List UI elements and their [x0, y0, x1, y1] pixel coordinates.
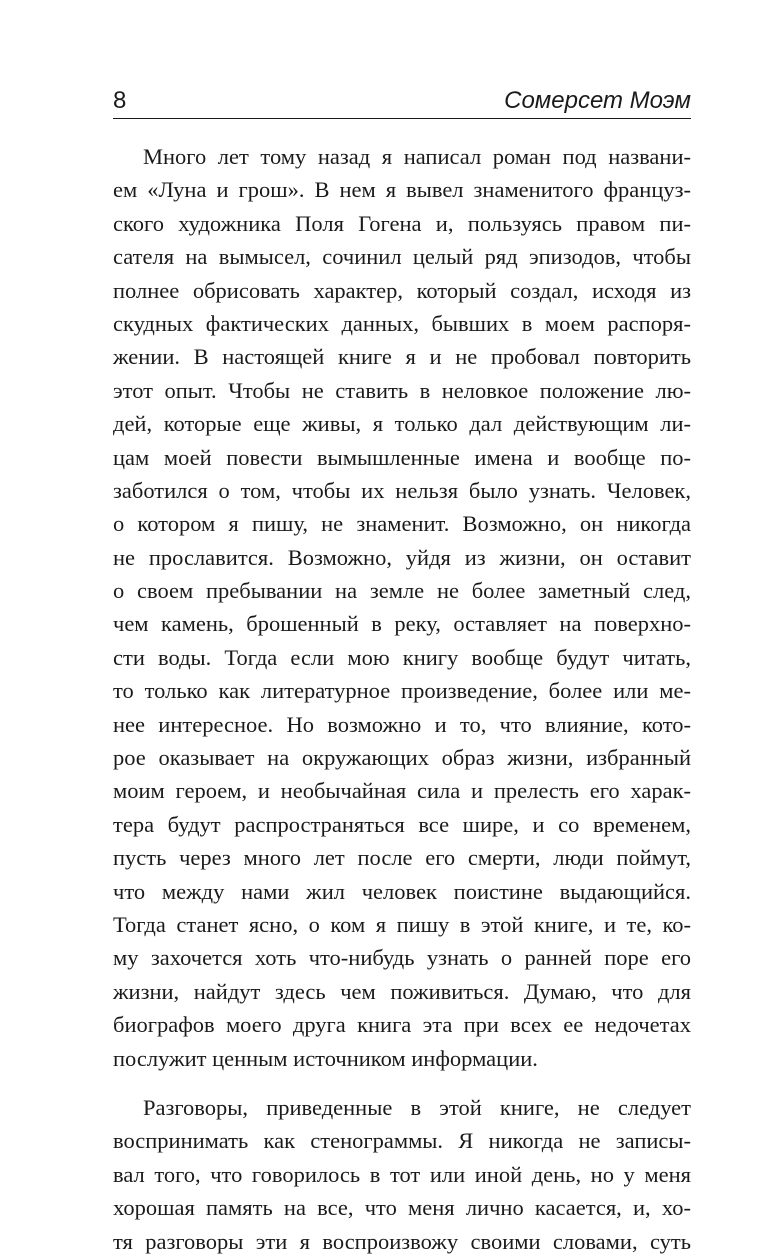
text-line: хорошая память на все, что меня лично касается, и, хо-	[113, 1195, 691, 1221]
text-line: ем «Луна и грош». В нем я вывел знаменитого француз-	[113, 177, 691, 203]
text-line: Разговоры, приведенные в этой книге, не следует	[143, 1094, 691, 1120]
text-line: чем камень, брошенный в реку, оставляет на поверхно-	[113, 611, 691, 637]
text-line: Тогда станет ясно, о ком я пишу в этой книге, и те, ко-	[113, 911, 691, 937]
text-line: биографов моего друга книга эта при всех ее недочетах	[113, 1012, 691, 1038]
text-line: о своем пребывании на земле не более заметный след,	[113, 578, 691, 604]
text-line: моим героем, и необычайная сила и прелесть его харак-	[113, 778, 691, 804]
text-line: пусть через много лет после его смерти, люди поймут,	[113, 845, 691, 871]
text-line: послужит ценным источником информации.	[113, 1045, 538, 1071]
text-line: то только как литературное произведение, более или ме-	[113, 678, 691, 704]
text-line: что между нами жил человек поистине выдающийся.	[113, 878, 691, 904]
text-line: тя разговоры эти я воспроизвожу своими словами, суть	[113, 1228, 691, 1254]
text-line: рое оказывает на окружающих образ жизни, избранный	[113, 745, 691, 771]
text-line: Много лет тому назад я написал роман под названи-	[143, 144, 691, 169]
text-line: цам моей повести вымышленные имена и вообще по-	[113, 444, 691, 470]
text-line: му захочется хоть что-нибудь узнать о ранней поре его	[113, 945, 691, 971]
body-text	[113, 140, 691, 1258]
text-line: скудных фактических данных, бывших в моем распоря-	[113, 310, 691, 336]
text-line: сти воды. Тогда если мою книгу вообще будут читать,	[113, 644, 691, 670]
text-line: воспринимать как стенограммы. Я никогда не записы-	[113, 1128, 691, 1154]
running-head: Сомерсет Моэм	[504, 87, 691, 114]
text-line: жении. В настоящей книге я и не пробовал повторить	[113, 344, 691, 370]
text-line: полнее обрисовать характер, который создал, исходя из	[113, 277, 691, 303]
page-number: 8	[113, 87, 127, 114]
page-header	[113, 84, 691, 119]
text-line: заботился о том, чтобы их нельзя было узнать. Человек,	[113, 477, 691, 503]
text-line: жизни, найдут здесь чем поживиться. Думаю, что для	[113, 978, 691, 1004]
paragraph	[113, 1091, 691, 1258]
text-line: вал того, что говорилось в тот или иной день, но у меня	[113, 1161, 691, 1187]
text-line: ского художника Поля Гогена и, пользуясь правом пи-	[113, 210, 691, 236]
text-line: этот опыт. Чтобы не ставить в неловкое положение лю-	[113, 377, 691, 403]
text-line: дей, которые еще живы, я только дал действующим ли-	[113, 411, 691, 437]
paragraph	[113, 140, 691, 1075]
text-line: нее интересное. Но возможно и то, что влияние, кото-	[113, 711, 691, 737]
text-line: сателя на вымысел, сочинил целый ряд эпизодов, чтобы	[113, 244, 691, 270]
text-line: тера будут распространяться все шире, и со временем,	[113, 811, 691, 837]
paragraph-gap	[113, 1075, 691, 1091]
text-line: о котором я пишу, не знаменит. Возможно, он никогда	[113, 511, 691, 537]
text-line: не прославится. Возможно, уйдя из жизни, он оставит	[113, 544, 691, 570]
